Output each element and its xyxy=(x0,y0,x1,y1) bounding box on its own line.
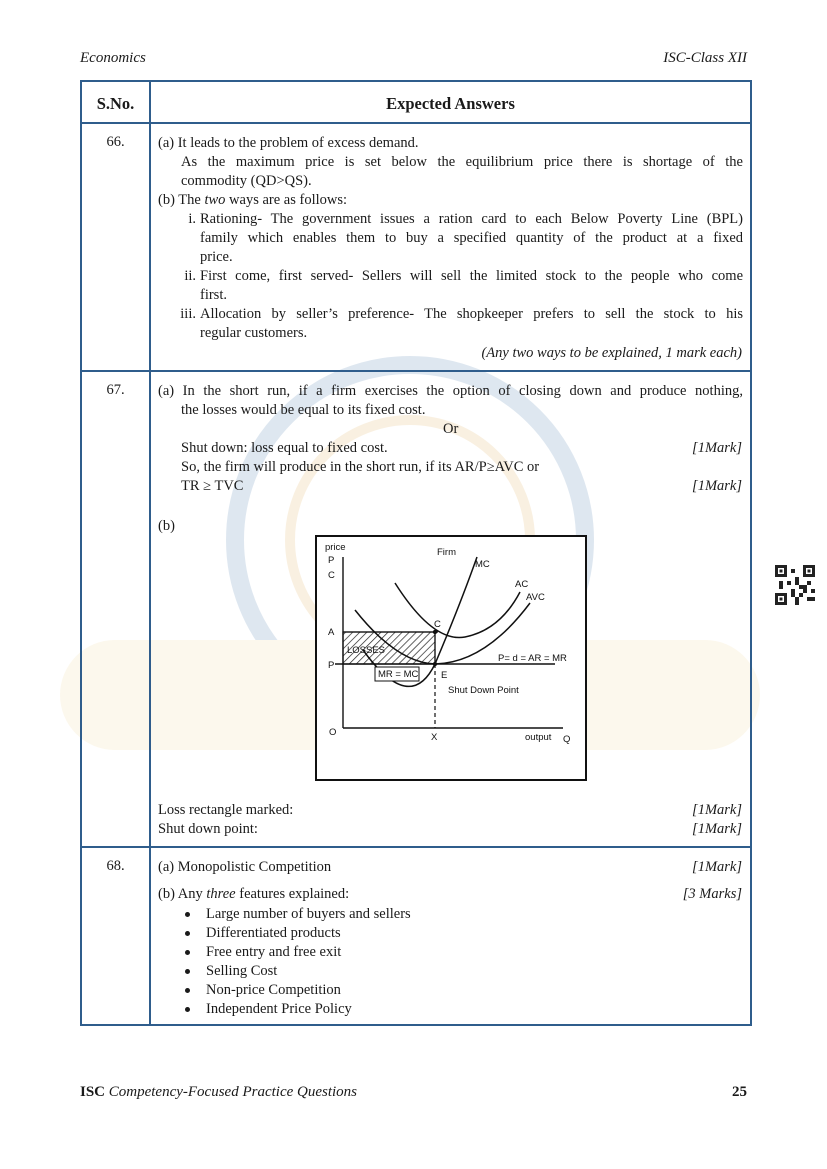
graph-ac-label: AC xyxy=(515,579,529,590)
answers-table xyxy=(80,80,752,1026)
header-subject: Economics xyxy=(80,50,146,66)
q67-or: Or xyxy=(443,421,459,437)
col-header-sno: S.No. xyxy=(96,94,135,113)
bullet-icon xyxy=(185,912,190,917)
q66-i-line3: price. xyxy=(200,249,233,265)
q67-loss-mark: [1Mark] xyxy=(692,802,742,818)
graph-origin: O xyxy=(329,727,337,738)
q68-b-text xyxy=(158,885,349,904)
bullet-icon xyxy=(185,931,190,936)
column-divider xyxy=(149,82,151,1024)
q66-i-line2: family which enables them to buy a specified quantity of the product at a fixed xyxy=(200,230,743,246)
graph-e-label: E xyxy=(441,670,448,681)
q68-b-suffix: features explained: xyxy=(235,886,350,902)
feature-item: Non-price Competition xyxy=(206,982,341,998)
header-class: ISC-Class XII xyxy=(663,50,747,66)
q66-iii-line2: regular customers. xyxy=(200,325,308,341)
graph-p-label: P xyxy=(328,660,335,671)
q67-loss-text: Loss rectangle marked: xyxy=(158,802,294,818)
footer-title xyxy=(80,1084,357,1101)
graph-output-label: output xyxy=(525,732,552,743)
bullet-icon xyxy=(185,1007,190,1012)
q67-so-text: So, the firm will produce in the short run, if its AR/P≥AVC or xyxy=(181,459,540,475)
q66-iii-line1: Allocation by seller’s preference- The shopkeeper prefers to sell the stock to his xyxy=(200,306,743,322)
q67-shut-mark: [1Mark] xyxy=(692,440,742,456)
graph-price-line-label: P= d = AR = MR xyxy=(498,653,567,664)
q67-a-line2: the losses would be equal to its fixed cost. xyxy=(181,402,426,418)
graph-avc-label: AVC xyxy=(526,592,545,603)
q68-b-italic: three xyxy=(206,886,236,902)
footer-brand: ISC xyxy=(80,1084,106,1100)
q66-a-line3: commodity (QD>QS). xyxy=(181,173,312,189)
q66-i-label: i. xyxy=(188,211,196,227)
q66-ii-line2: first. xyxy=(200,287,227,303)
graph-y-label: price xyxy=(325,542,346,553)
page-number: 25 xyxy=(732,1084,747,1100)
q67-a-line1: (a) In the short run, if a firm exercises the option of closing down and produce nothing, xyxy=(158,383,743,399)
q67-shutpt-text: Shut down point: xyxy=(158,821,258,837)
graph-x-label: X xyxy=(431,732,438,743)
q66-i-line1: Rationing- The government issues a ration card to each Below Poverty Line (BPL) xyxy=(200,211,743,227)
graph-losses-label: LOSSES xyxy=(347,645,386,656)
row-divider xyxy=(82,122,750,124)
q67-tr-text: TR ≥ TVC xyxy=(181,478,244,494)
q66-marking-note: (Any two ways to be explained, 1 mark each) xyxy=(481,345,742,361)
q66-number: 66. xyxy=(106,134,125,150)
q66-b-suffix: ways are as follows: xyxy=(225,192,348,208)
q66-ii-label: ii. xyxy=(184,268,196,284)
graph-y-c: C xyxy=(328,570,335,581)
bullet-icon xyxy=(185,950,190,955)
graph-mrmc-label: MR = MC xyxy=(378,669,419,680)
feature-item: Selling Cost xyxy=(206,963,278,979)
q66-a-line2: As the maximum price is set below the equilibrium price there is shortage of the xyxy=(181,154,743,170)
q67-b-label: (b) xyxy=(158,518,175,534)
q66-b-prefix: (b) The xyxy=(158,192,205,208)
point-c-dot xyxy=(433,630,437,634)
point-e-dot xyxy=(433,662,437,666)
q66-b-italic: two xyxy=(204,192,226,208)
graph-firm: Firm xyxy=(437,547,456,558)
q68-b-prefix: (b) Any xyxy=(158,886,207,902)
q66-iii-label: iii. xyxy=(180,306,196,322)
q68-b-mark: [3 Marks] xyxy=(682,886,742,902)
q66-b-text xyxy=(158,191,347,210)
q66-ii-line1: First come, first served- Sellers will sell the limited stock to the people who come xyxy=(200,268,743,284)
q68-a-mark: [1Mark] xyxy=(692,859,742,875)
graph-a-label: A xyxy=(328,627,335,638)
q67-tr-mark: [1Mark] xyxy=(692,478,742,494)
q67-shut-text: Shut down: loss equal to fixed cost. xyxy=(181,440,388,456)
graph-mc-label: MC xyxy=(475,559,490,570)
q68-a-text: (a) Monopolistic Competition xyxy=(158,859,332,875)
footer-title-text: Competency-Focused Practice Questions xyxy=(105,1084,358,1100)
q68-number: 68. xyxy=(106,858,125,874)
qr-code-icon xyxy=(775,565,815,605)
graph-c-label: C xyxy=(434,619,441,630)
bullet-icon xyxy=(185,988,190,993)
q67-number: 67. xyxy=(106,382,125,398)
col-header-answers: Expected Answers xyxy=(386,94,515,113)
feature-item: Large number of buyers and sellers xyxy=(206,906,411,922)
shutdown-point-graph xyxy=(315,535,587,781)
graph-shutdown-label: Shut Down Point xyxy=(448,685,519,696)
row-divider xyxy=(82,846,750,848)
bullet-icon xyxy=(185,969,190,974)
q66-a-text: (a) It leads to the problem of excess demand. xyxy=(158,135,419,151)
graph-y-p: P xyxy=(328,555,335,566)
graph-q-label: Q xyxy=(563,734,571,745)
q67-shutpt-mark: [1Mark] xyxy=(692,821,742,837)
row-divider xyxy=(82,370,750,372)
feature-item: Independent Price Policy xyxy=(206,1001,352,1017)
feature-item: Differentiated products xyxy=(206,925,341,941)
feature-item: Free entry and free exit xyxy=(206,944,342,960)
